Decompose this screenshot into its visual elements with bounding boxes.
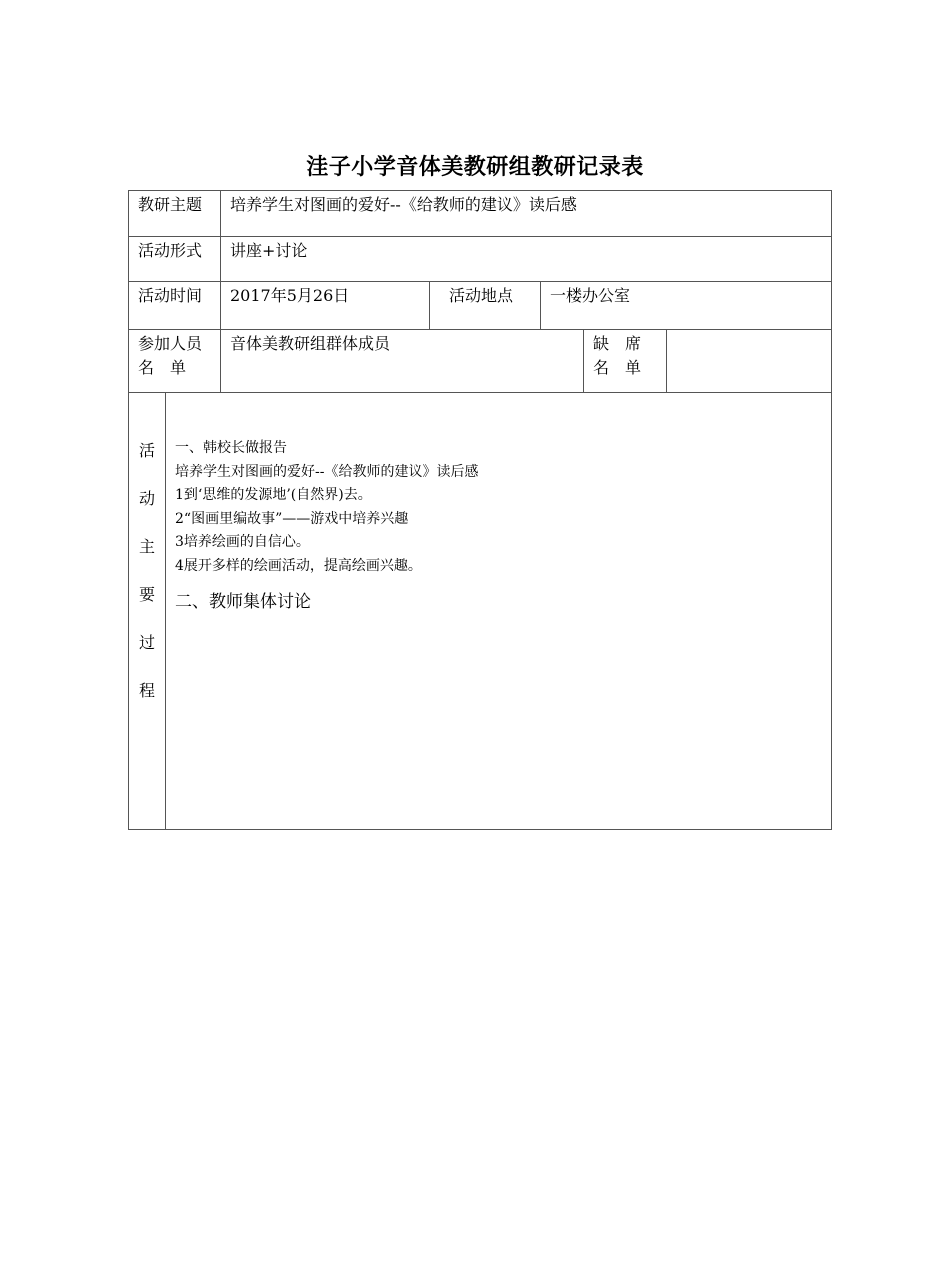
process-content bbox=[175, 437, 478, 615]
page-title: 洼子小学音体美教研组教研记录表 bbox=[306, 154, 644, 180]
form-label: 活动形式 bbox=[138, 241, 203, 260]
process-label-char-6: 程 bbox=[138, 681, 155, 700]
time-value: 2017年5月26日 bbox=[230, 286, 350, 305]
time-label: 活动时间 bbox=[138, 286, 203, 305]
form-label-cell bbox=[128, 236, 221, 282]
topic-label: 教研主题 bbox=[138, 195, 203, 214]
process-label-char-5: 过 bbox=[138, 633, 155, 652]
time-label-cell bbox=[128, 281, 221, 330]
form-value: 讲座+讨论 bbox=[230, 241, 308, 260]
process-line-2: 培养学生对图画的爱好--《给教师的建议》读后感 bbox=[175, 463, 479, 480]
participants-value: 音体美教研组群体成员 bbox=[230, 334, 391, 353]
process-line-6: 4展开多样的绘画活动，提高绘画兴趣。 bbox=[175, 557, 422, 574]
participants-label-cell bbox=[128, 329, 221, 393]
topic-value-cell bbox=[220, 190, 832, 237]
topic-label-cell bbox=[128, 190, 221, 237]
place-label-cell bbox=[429, 281, 541, 330]
process-section-2-heading: 二、教师集体讨论 bbox=[175, 592, 311, 612]
participants-label-line1: 参加人员 bbox=[138, 334, 203, 353]
process-content-cell bbox=[165, 392, 832, 830]
process-line-5: 3培养绘画的自信心。 bbox=[175, 534, 310, 550]
absent-label-cell bbox=[583, 329, 667, 393]
time-value-cell bbox=[220, 281, 430, 330]
process-label-char-3: 主 bbox=[138, 537, 155, 556]
process-line-4: 2“图画里编故事”——游戏中培养兴趣 bbox=[175, 510, 409, 527]
place-label: 活动地点 bbox=[449, 286, 514, 305]
form-value-cell bbox=[220, 236, 832, 282]
absent-label-line2: 名 单 bbox=[593, 358, 642, 377]
process-label-cell bbox=[128, 392, 166, 830]
participants-value-cell bbox=[220, 329, 584, 393]
topic-value: 培养学生对图画的爱好--《给教师的建议》读后感 bbox=[230, 195, 577, 214]
process-label-char-1: 活 bbox=[138, 441, 155, 460]
participants-label-line2: 名 单 bbox=[138, 358, 187, 377]
absent-label-line1: 缺 席 bbox=[593, 334, 642, 353]
absent-value-cell bbox=[666, 329, 832, 393]
process-label-char-4: 要 bbox=[138, 585, 155, 604]
place-value: 一楼办公室 bbox=[550, 286, 631, 305]
process-line-3: 1到‘思维的发源地’(自然界)去。 bbox=[175, 487, 372, 503]
process-line-1: 一、韩校长做报告 bbox=[175, 440, 287, 456]
place-value-cell bbox=[540, 281, 832, 330]
process-label-char-2: 动 bbox=[138, 489, 155, 508]
